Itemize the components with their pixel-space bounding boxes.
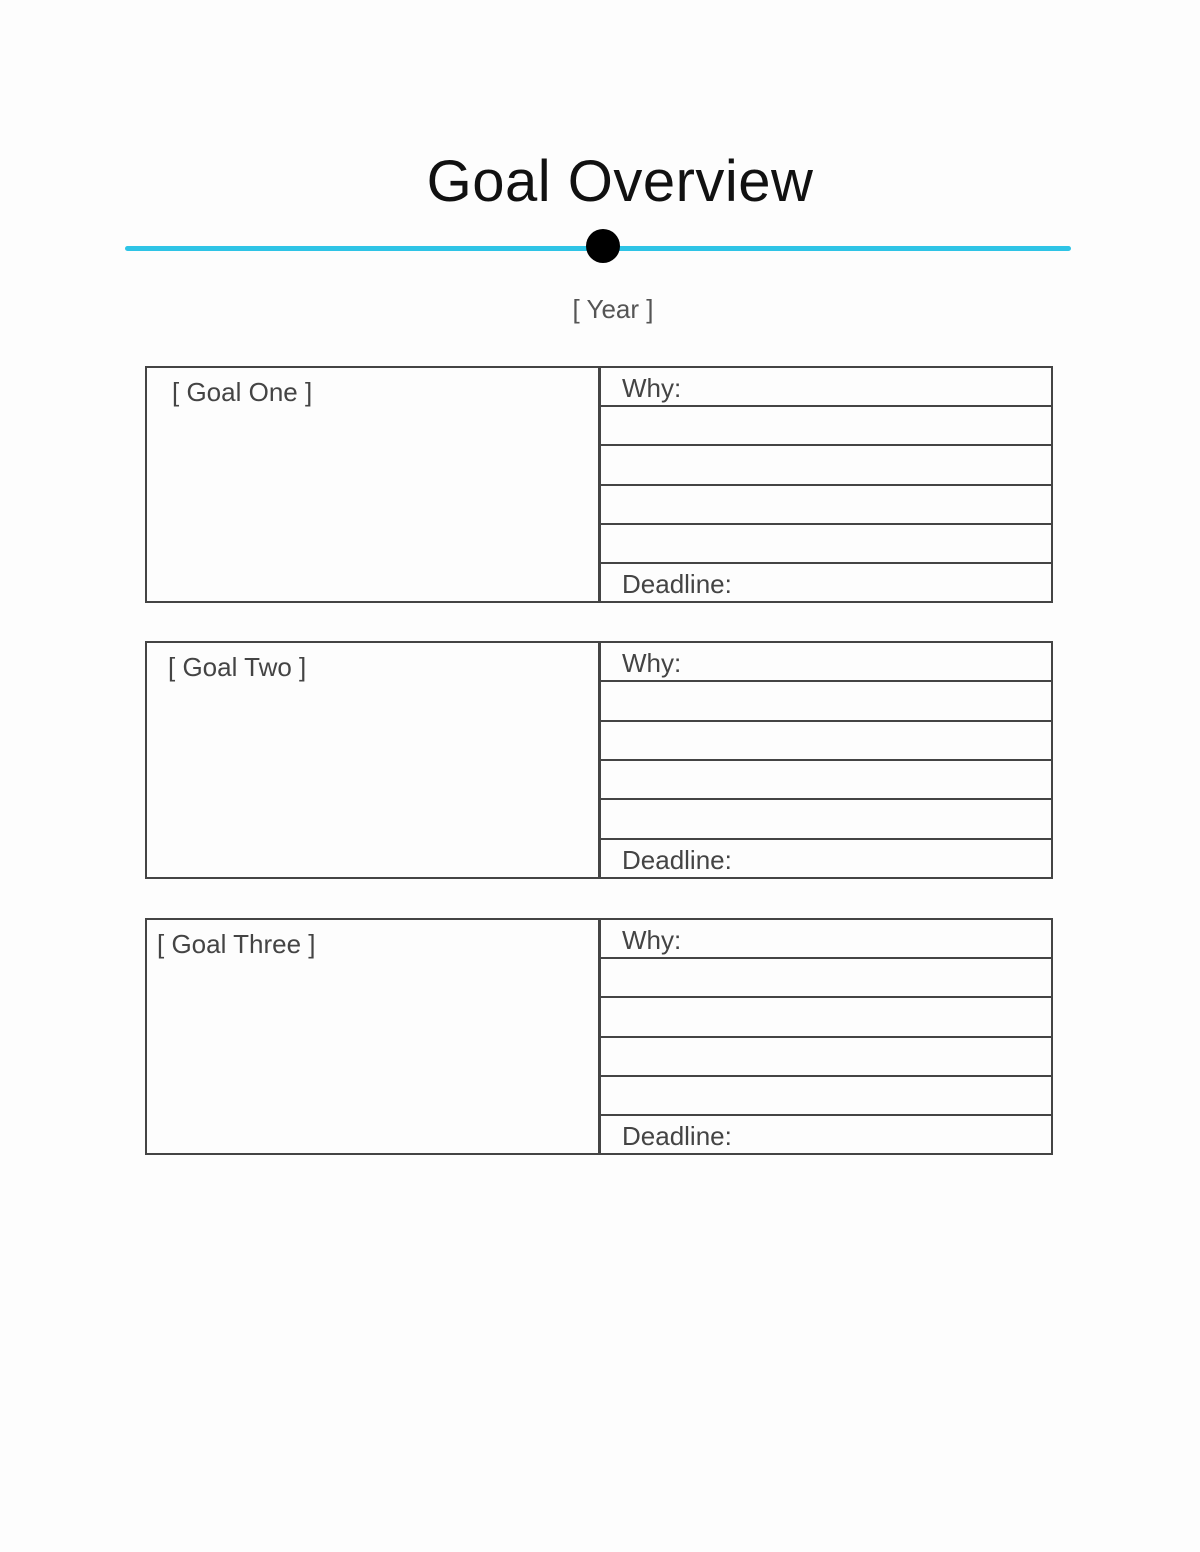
why-line[interactable] — [601, 720, 1051, 759]
divider-dot — [586, 229, 620, 263]
goal-name-field[interactable] — [147, 368, 601, 601]
deadline-row[interactable] — [601, 838, 1051, 877]
goal-name: [ Goal Two ] — [168, 652, 307, 682]
goal-details — [601, 643, 1051, 877]
goal-name: [ Goal Three ] — [157, 929, 316, 959]
why-line[interactable] — [601, 444, 1051, 483]
why-line[interactable] — [601, 523, 1051, 562]
why-line[interactable] — [601, 484, 1051, 523]
why-line[interactable] — [601, 405, 1051, 444]
why-line[interactable] — [601, 680, 1051, 719]
goal-details — [601, 368, 1051, 601]
why-row[interactable] — [601, 920, 1051, 957]
page-title: Goal Overview — [426, 149, 814, 214]
why-row[interactable] — [601, 368, 1051, 405]
deadline-label: Deadline: — [622, 568, 732, 599]
deadline-row[interactable] — [601, 1114, 1051, 1153]
why-row[interactable] — [601, 643, 1051, 680]
why-label: Why: — [622, 925, 682, 955]
why-line[interactable] — [601, 996, 1051, 1035]
goal-name: [ Goal One ] — [172, 377, 313, 407]
why-label: Why: — [622, 373, 682, 403]
goal-card-2 — [145, 641, 1053, 879]
why-line[interactable] — [601, 798, 1051, 837]
deadline-label: Deadline: — [622, 844, 732, 875]
why-line[interactable] — [601, 1075, 1051, 1114]
goal-card-1 — [145, 366, 1053, 603]
why-line[interactable] — [601, 1036, 1051, 1075]
deadline-label: Deadline: — [622, 1120, 732, 1151]
year-field[interactable]: [ Year ] — [572, 294, 654, 324]
why-line[interactable] — [601, 957, 1051, 996]
goal-details — [601, 920, 1051, 1153]
why-line[interactable] — [601, 759, 1051, 798]
deadline-row[interactable] — [601, 562, 1051, 601]
why-label: Why: — [622, 648, 682, 678]
goal-card-3 — [145, 918, 1053, 1155]
goal-name-field[interactable] — [147, 643, 601, 877]
goal-name-field[interactable] — [147, 920, 601, 1153]
